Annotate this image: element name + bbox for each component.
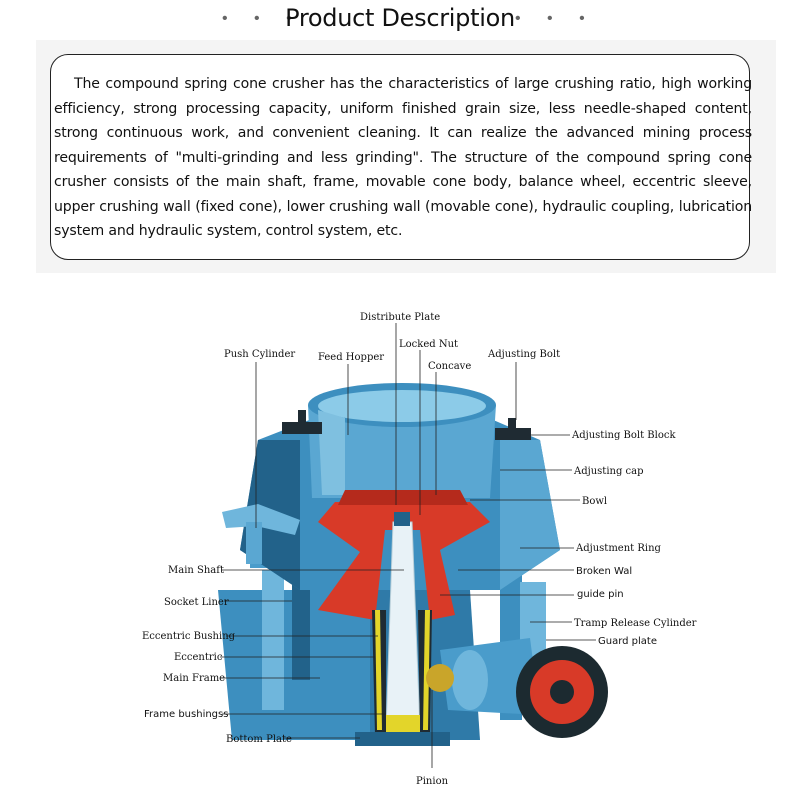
label-eccentric-bushing: Eccentric Bushing bbox=[142, 631, 236, 642]
label-bowl: Bowl bbox=[582, 496, 608, 507]
label-adjustment-ring: Adjustment Ring bbox=[576, 543, 661, 554]
concave-top-ring bbox=[338, 490, 468, 505]
label-guide-pin: guide pin bbox=[577, 589, 624, 600]
label-concave: Concave bbox=[428, 361, 472, 372]
push-cylinder-body bbox=[246, 522, 262, 564]
adjusting-bolt-right bbox=[508, 418, 516, 432]
label-broken-wal: Broken Wal bbox=[576, 566, 633, 577]
locked-nut-shape bbox=[394, 512, 410, 526]
label-distribute-plate: Distribute Plate bbox=[360, 312, 441, 323]
decorative-dots-right: • • • bbox=[515, 10, 596, 27]
label-adjusting-bolt: Adjusting Bolt bbox=[488, 349, 561, 360]
adjusting-bolt-left bbox=[298, 410, 306, 426]
label-bottom-plate: Bottom Plate bbox=[226, 734, 292, 745]
label-main-shaft: Main Shaft bbox=[168, 565, 224, 576]
decorative-dots-left: • • • bbox=[222, 10, 303, 27]
label-push-cylinder: Push Cylinder bbox=[224, 349, 296, 360]
cone-crusher-diagram bbox=[0, 290, 800, 800]
page-title: Product Description bbox=[285, 4, 515, 32]
pinion-gear bbox=[426, 664, 454, 692]
feed-hopper-inner-light bbox=[318, 410, 345, 495]
label-socket-liner: Socket Liner bbox=[164, 597, 229, 608]
label-guard-plate: Guard plate bbox=[598, 636, 658, 647]
balance-wheel-center bbox=[550, 680, 574, 704]
label-pinion: Pinion bbox=[416, 776, 449, 787]
label-adjusting-bolt-block: Adjusting Bolt Block bbox=[572, 430, 676, 441]
pinion-housing-end bbox=[452, 650, 488, 710]
label-main-frame: Main Frame bbox=[163, 673, 226, 684]
label-adjusting-cap: Adjusting cap bbox=[574, 466, 644, 477]
label-locked-nut: Locked Nut bbox=[399, 339, 459, 350]
description-text: The compound spring cone crusher has the characteristics of large crushing ratio, high working efficiency, strong processing capacity, uniform finished grain size, less needle-shaped content, strong continuous work, and convenient cleaning. It can realize the advanced mining process requirements of "multi-grinding and less grinding". The structure of the compound spring cone crusher consists of the main shaft, frame, movable cone body, balance wheel, eccentric sleeve, upper crushing wall (fixed cone), lower crushing wall (movable cone), hydraulic coupling, lubrication system and hydraulic system, control system, etc. bbox=[54, 76, 752, 239]
label-feed-hopper: Feed Hopper bbox=[318, 352, 385, 363]
bottom-plate-shape bbox=[355, 732, 450, 746]
feed-hopper-opening bbox=[318, 390, 486, 422]
bowl-right-highlight bbox=[500, 440, 560, 590]
label-tramp-release-cylinder: Tramp Release Cylinder bbox=[574, 618, 697, 629]
crusher-illustration bbox=[218, 383, 608, 746]
frame-leg-left bbox=[262, 570, 284, 710]
label-frame-bushings: Frame bushingss bbox=[144, 709, 229, 720]
label-eccentric: Eccentric bbox=[174, 652, 223, 663]
frame-bushing-shape bbox=[386, 715, 420, 732]
